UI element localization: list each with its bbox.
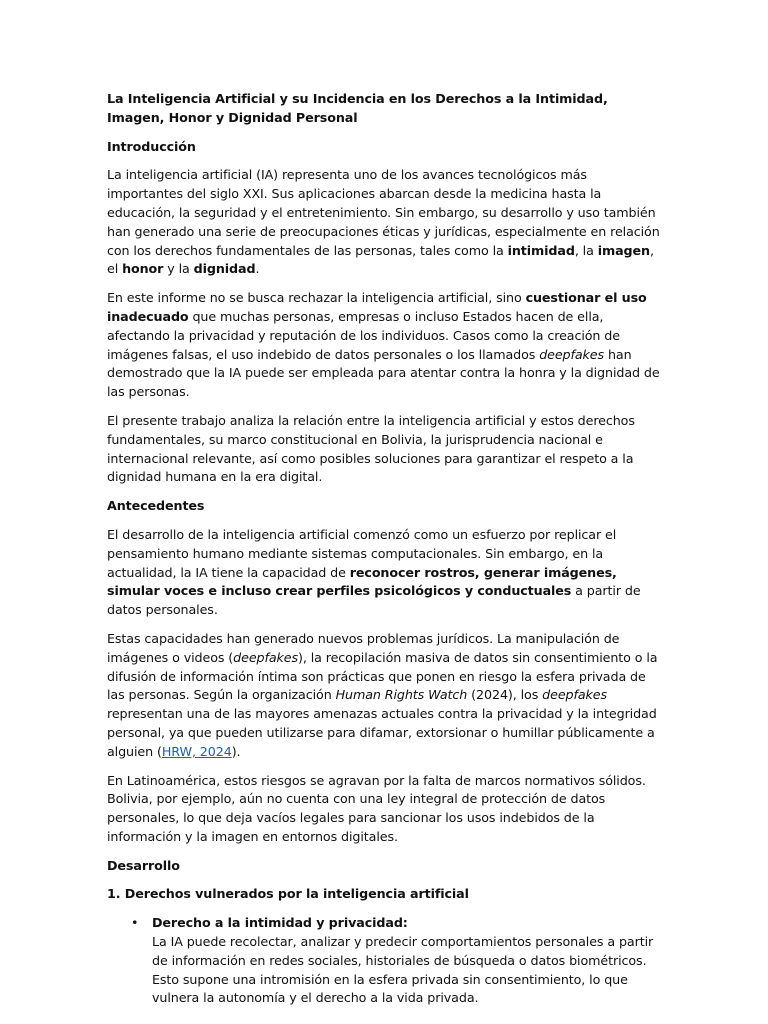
intro-paragraph-3: El presente trabajo analiza la relación entre la inteligencia artificial y estos derechos fundamentales, su marco constitucional en Bolivia, la jurisprudencia nacional e internacional relevante, así como posibles soluciones para garantizar el respeto a la dignidad humana en la era digital. xyxy=(107,412,635,485)
bullet-icon: • xyxy=(131,915,139,931)
bullet-list xyxy=(107,914,660,1008)
text-run: La inteligencia artificial (IA) representa uno de los avances tecnológicos más importantes del siglo XXI. Sus aplicaciones abarcan desde la medicina hasta la educación, la seguridad y el entretenimiento. Sin embargo, su desarrollo y uso también han generado una serie de preocupaciones éticas y jurídicas, especialmente en relación con los derechos fundamentales de las personas, tales como la xyxy=(107,167,660,258)
antecedentes-paragraph-1 xyxy=(107,526,660,620)
heading-section-1: 1. Derechos vulnerados por la inteligencia artificial xyxy=(107,886,469,902)
antecedentes-paragraph-3: En Latinoamérica, estos riesgos se agravan por la falta de marcos normativos sólidos. Bolivia, por ejemplo, aún no cuenta con una ley integral de protección de datos personales, lo que deja vacíos legales para sancionar los usos indebidos de la información y la imagen en entornos digitales. xyxy=(107,772,646,844)
italic-deepfakes: deepfakes xyxy=(542,687,607,703)
italic-deepfakes: deepfakes xyxy=(233,649,298,665)
document-title: La Inteligencia Artificial y su Incidencia en los Derechos a la Intimidad, Imagen, Honor y Dignidad Personal xyxy=(107,91,608,125)
bold-honor: honor xyxy=(122,261,164,277)
bullet-text: La IA puede recolectar, analizar y predecir comportamientos personales a partir de información en redes sociales, historiales de búsqueda o datos biométricos. Esto supone una intromisión en la esfera privada sin consentimiento, lo que vulnera la autonomía y el derecho a la vida privada. xyxy=(152,934,654,1006)
text-run: ). xyxy=(231,743,241,759)
bold-cuestionar: cuestionar el uso inadecuado xyxy=(107,290,647,324)
text-run: a partir de datos personales. xyxy=(107,583,641,618)
text-run: representan una de las mayores amenazas actuales contra la privacidad y la integridad personal, ya que pueden utilizarse para difamar, extorsionar o humillar públicamente a alguien ( xyxy=(107,706,657,759)
intro-paragraph-2 xyxy=(107,289,660,402)
antecedentes-paragraph-2 xyxy=(107,630,660,762)
citation-link-hrw[interactable]: HRW, 2024 xyxy=(161,743,232,759)
text-run: . xyxy=(255,261,260,277)
bold-imagen: imagen xyxy=(597,242,650,258)
intro-paragraph-1 xyxy=(107,166,660,279)
heading-antecedentes: Antecedentes xyxy=(107,498,205,514)
text-run: (2024), los xyxy=(467,687,543,703)
list-item xyxy=(131,914,660,1008)
text-run: El desarrollo de la inteligencia artificial comenzó como un esfuerzo por replicar el pensamiento humano mediante sistemas computacionales. Sin embargo, en la actualidad, la IA tiene la capacidad de xyxy=(107,526,617,580)
bullet-label: Derecho a la intimidad y privacidad: xyxy=(152,915,408,931)
bold-dignidad: dignidad xyxy=(193,261,256,277)
text-run: Estas capacidades han generado nuevos problemas jurídicos. La manipulación de imágenes o videos ( xyxy=(107,630,620,665)
text-run: , el xyxy=(107,242,654,277)
text-run: ), la recopilación masiva de datos sin consentimiento o la difusión de información íntima son prácticas que ponen en riesgo la esfera privada de las personas. Según la organización xyxy=(107,649,658,703)
heading-desarrollo: Desarrollo xyxy=(107,857,180,873)
text-run: han demostrado que la IA puede ser empleada para atentar contra la honra y la dignidad de las personas. xyxy=(107,346,660,400)
text-run: que muchas personas, empresas o incluso Estados hacen de ella, afectando la privacidad y reputación de los individuos. Casos como la creación de imágenes falsas, el uso indebido de datos personales o los llamados xyxy=(107,308,620,362)
bold-capacidades: reconocer rostros, generar imágenes, simular voces e incluso crear perfiles psicológicos y conductuales xyxy=(107,564,617,599)
text-run: y la xyxy=(163,261,194,277)
text-run: En este informe no se busca rechazar la inteligencia artificial, sino xyxy=(107,290,526,306)
text-run: , la xyxy=(574,242,598,258)
italic-hrw: Human Rights Watch xyxy=(335,687,468,703)
heading-introduccion: Introducción xyxy=(107,138,196,154)
italic-deepfakes: deepfakes xyxy=(539,346,605,362)
bold-intimidad: intimidad xyxy=(507,242,575,258)
